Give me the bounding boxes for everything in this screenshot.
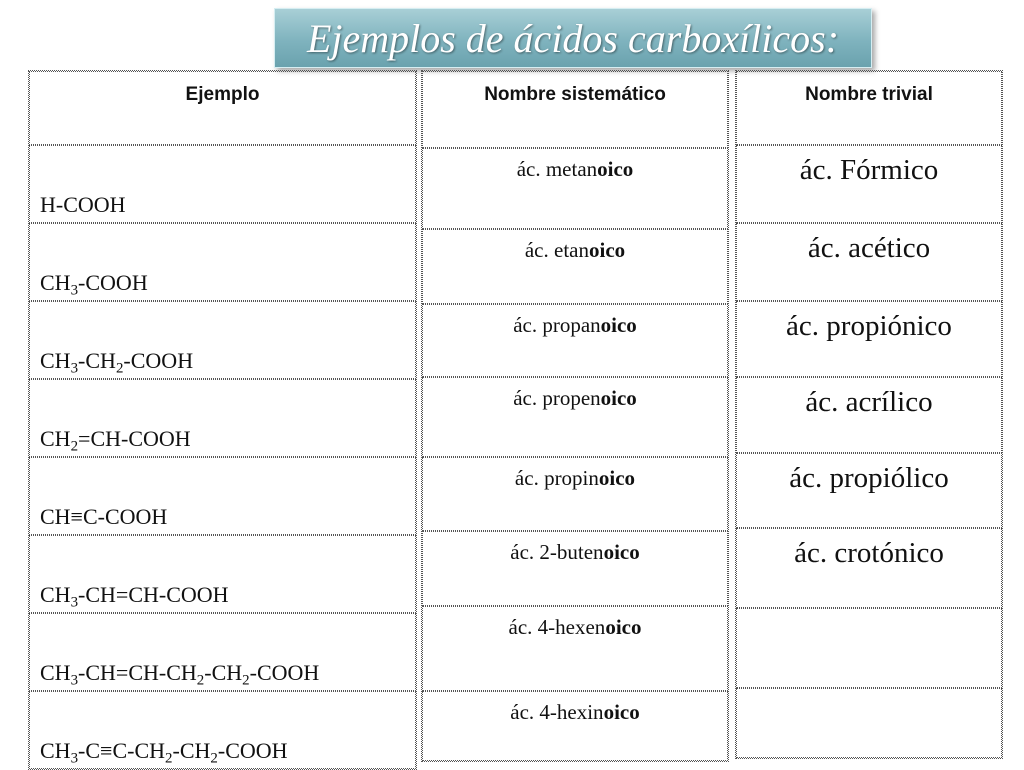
formula-subscript: 3: [70, 594, 79, 611]
formula-text: CH: [40, 660, 71, 685]
trivial-cell: [736, 608, 1002, 688]
sistematico-prefix: ác. etan: [524, 238, 589, 262]
trivial-cell: ác. acrílico: [736, 377, 1002, 453]
formula-text: -COOH: [123, 348, 194, 373]
sistematico-suffix: oico: [600, 313, 637, 337]
ejemplo-cell: [29, 145, 416, 223]
sistematico-prefix: ác. 2-buten: [510, 540, 604, 564]
header-ejemplo: Ejemplo: [29, 71, 416, 145]
formula-text: -COOH: [249, 660, 320, 685]
sistematico-cell: [422, 606, 728, 691]
sistematico-prefix: ác. propen: [513, 386, 601, 410]
sistematico-cell: [422, 531, 728, 606]
sistematico-suffix: oico: [588, 238, 626, 262]
formula-subscript: 2: [196, 672, 205, 689]
header-sistematico: Nombre sistemático: [422, 71, 728, 148]
sistematico-prefix: ác. propan: [513, 313, 601, 337]
sistematico-cell: [422, 691, 728, 761]
ejemplo-cell: [29, 613, 416, 691]
sistematico-suffix: oico: [603, 540, 640, 564]
formula-subscript: 3: [70, 360, 79, 377]
sistematico-prefix: ác. metan: [516, 157, 598, 181]
formula-subscript: 2: [210, 750, 218, 767]
formula-text: CH: [40, 738, 71, 763]
sistematico-cell: [422, 229, 728, 304]
formula-subscript: 2: [115, 360, 124, 377]
ejemplo-cell: [29, 223, 416, 301]
formula-text: H-COOH: [40, 192, 126, 217]
formula-subscript: 2: [165, 750, 173, 767]
sistematico-cell: [422, 377, 728, 457]
formula-text: CH: [40, 348, 71, 373]
sistematico-suffix: oico: [598, 466, 636, 490]
formula-subscript: 2: [242, 672, 250, 689]
sistematico-table: [421, 70, 729, 762]
formula-subscript: 3: [70, 282, 79, 299]
trivial-table: [735, 70, 1003, 759]
trivial-cell: ác. crotónico: [736, 528, 1002, 608]
sistematico-suffix: oico: [603, 700, 640, 724]
formula-text: CH: [40, 426, 71, 451]
formula-text: -COOH: [78, 270, 148, 295]
sistematico-prefix: ác. propin: [514, 466, 599, 490]
ejemplo-cell: [29, 535, 416, 613]
page-title: Ejemplos de ácidos carboxílicos:: [306, 15, 840, 61]
formula-text: =CH-COOH: [78, 426, 191, 451]
formula-text: CH≡C-COOH: [40, 504, 168, 529]
ejemplo-cell: [29, 691, 416, 769]
sistematico-cell: [422, 304, 728, 377]
formula-text: -CH=CH-COOH: [78, 582, 229, 607]
sistematico-prefix: ác. 4-hexen: [508, 615, 606, 639]
sistematico-suffix: oico: [597, 157, 634, 181]
trivial-cell: ác. acético: [736, 223, 1002, 301]
formula-subscript: 3: [70, 750, 79, 767]
header-trivial: Nombre trivial: [736, 71, 1002, 145]
ejemplo-table: [28, 70, 417, 770]
formula-text: -CH=CH-CH: [78, 660, 197, 685]
formula-text: -CH: [172, 738, 211, 763]
formula-subscript: 3: [70, 672, 79, 689]
formula-text: CH: [40, 270, 71, 295]
formula-text: CH: [40, 582, 71, 607]
sistematico-prefix: ác. 4-hexin: [510, 700, 604, 724]
trivial-cell: ác. propiólico: [736, 453, 1002, 528]
ejemplo-cell: [29, 457, 416, 535]
formula-subscript: 2: [70, 438, 79, 455]
ejemplo-cell: [29, 301, 416, 379]
formula-text: -COOH: [217, 738, 288, 763]
ejemplo-cell: [29, 379, 416, 457]
formula-text: -CH: [78, 348, 116, 373]
sistematico-suffix: oico: [605, 615, 642, 639]
title-banner: [274, 8, 872, 68]
sistematico-suffix: oico: [600, 386, 637, 410]
formula-text: -CH: [204, 660, 243, 685]
trivial-cell: [736, 688, 1002, 758]
trivial-cell: ác. Fórmico: [736, 145, 1002, 223]
sistematico-cell: [422, 457, 728, 531]
formula-text: -C≡C-CH: [78, 738, 166, 763]
sistematico-cell: [422, 148, 728, 229]
trivial-cell: ác. propiónico: [736, 301, 1002, 377]
